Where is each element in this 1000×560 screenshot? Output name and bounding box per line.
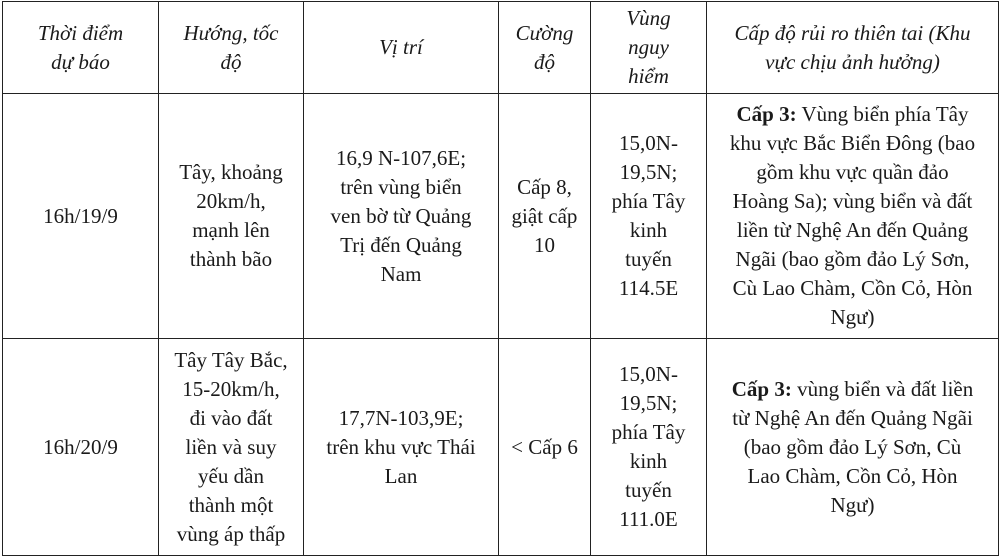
cell-position: 17,7N-103,9E; trên khu vực Thái Lan: [304, 339, 499, 556]
cell-forecast-time: 16h/19/9: [3, 94, 159, 339]
cell-direction-speed: Tây Tây Bắc, 15-20km/h, đi vào đất liền và suy yếu dần thành một vùng áp thấp: [159, 339, 304, 556]
header-intensity: Cường độ: [499, 2, 591, 94]
cell-risk: [707, 94, 999, 339]
risk-level-label: Cấp 3:: [731, 376, 792, 401]
header-row: [3, 2, 999, 94]
header-position: Vị trí: [304, 2, 499, 94]
header-forecast-time: Thời điểm dự báo: [3, 2, 159, 94]
cell-danger-zone: 15,0N- 19,5N; phía Tây kinh tuyến 111.0E: [591, 339, 707, 556]
risk-area-text: Vùng biển phía Tây khu vực Bắc Biển Đông (bao gồm khu vực quần đảo Hoàng Sa); vùng biển và đất liền từ Nghệ An đến Quảng Ngãi (bao gồm đảo Lý Sơn, Cù Lao Chàm, Cồn Cỏ, Hòn Ngư): [729, 102, 976, 329]
cell-intensity: < Cấp 6: [499, 339, 591, 556]
table-row: [3, 339, 999, 556]
risk-area-text: vùng biển và đất liền từ Nghệ An đến Quảng Ngãi (bao gồm đảo Lý Sơn, Cù Lao Chàm, Cồn Cỏ, Hòn Ngư): [732, 376, 974, 517]
header-risk-level: Cấp độ rủi ro thiên tai (Khu vực chịu ảnh hưởng): [707, 2, 999, 94]
cell-intensity: Cấp 8, giật cấp 10: [499, 94, 591, 339]
cell-risk: [707, 339, 999, 556]
risk-level-label: Cấp 3:: [736, 102, 797, 126]
forecast-table: [2, 1, 999, 556]
header-direction-speed: Hướng, tốc độ: [159, 2, 304, 94]
cell-direction-speed: Tây, khoảng 20km/h, mạnh lên thành bão: [159, 94, 304, 339]
cell-danger-zone: 15,0N- 19,5N; phía Tây kinh tuyến 114.5E: [591, 94, 707, 339]
cell-forecast-time: 16h/20/9: [3, 339, 159, 556]
table-row: [3, 94, 999, 339]
cell-position: 16,9 N-107,6E; trên vùng biển ven bờ từ Quảng Trị đến Quảng Nam: [304, 94, 499, 339]
header-danger-zone: Vùng nguy hiểm: [591, 2, 707, 94]
